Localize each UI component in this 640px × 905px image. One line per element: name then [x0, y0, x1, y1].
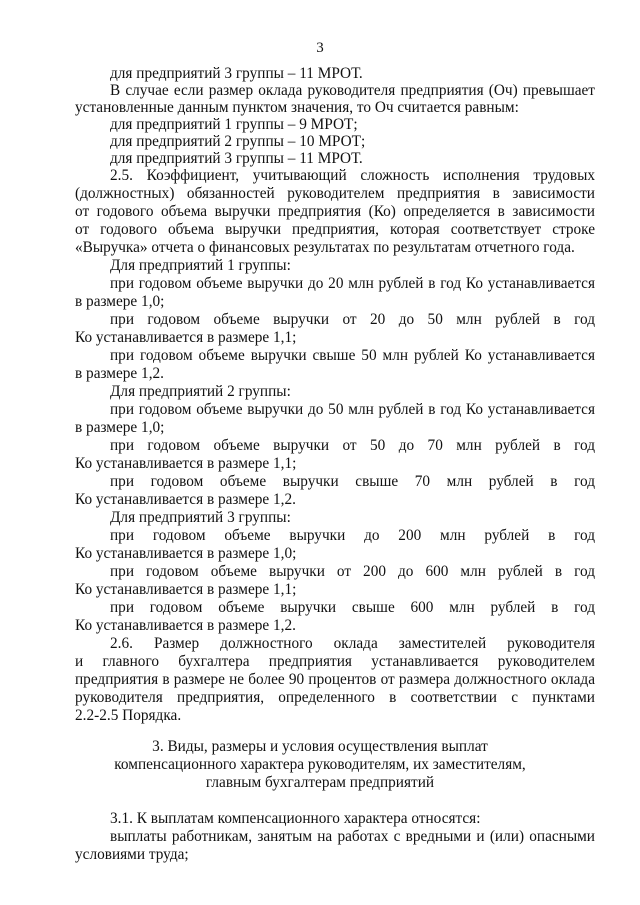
text-line: для предприятий 2 группы – 10 МРОТ; [110, 133, 366, 150]
text-line: в размере 1,0; [75, 419, 165, 436]
section-heading: 3. Виды, размеры и условия осуществления выплат [152, 738, 488, 755]
text-line: условиями труда; [75, 846, 189, 863]
text-line: от годового объема выручки предприятия, которая соответствует строке [75, 221, 595, 238]
text-line: Для предприятий 2 группы: [110, 383, 291, 400]
text-line: Ко устанавливается в размере 1,2. [75, 491, 296, 508]
text-line: при годовом объеме выручки до 20 млн рублей в год Ко устанавливается [110, 275, 595, 292]
text-line: установленные данным пунктом значения, то Оч считается равным: [75, 99, 519, 116]
text-line: предприятия в размере не более 90 процентов от размера должностного оклада [75, 671, 595, 688]
text-line: Ко устанавливается в размере 1,1; [75, 581, 297, 598]
text-line: при годовом объеме выручки от 200 до 600 млн рублей в год [110, 563, 595, 580]
text-line: Для предприятий 1 группы: [110, 257, 291, 274]
text-line: при годовом объеме выручки свыше 50 млн рублей Ко устанавливается [110, 347, 595, 364]
text-line: при годовом объеме выручки от 50 до 70 млн рублей в год [110, 437, 595, 454]
text-line: Ко устанавливается в размере 1,0; [75, 545, 297, 562]
text-line: Ко устанавливается в размере 1,1; [75, 329, 297, 346]
text-line: для предприятий 1 группы – 9 МРОТ; [110, 116, 358, 133]
text-line: руководителя предприятия, определенного в соответствии с пунктами [75, 689, 595, 706]
text-line: «Выручка» отчета о финансовых результатах по результатам отчетного года. [75, 239, 575, 256]
text-line: для предприятий 3 группы – 11 МРОТ. [110, 65, 363, 82]
text-line: выплаты работникам, занятым на работах с вредными и (или) опасными [110, 828, 595, 845]
text-line: Ко устанавливается в размере 1,2. [75, 617, 296, 634]
text-line: при годовом объеме выручки от 20 до 50 млн рублей в год [110, 311, 595, 328]
text-line: 2.6. Размер должностного оклада заместителей руководителя [110, 635, 595, 652]
text-line: от годового объема выручки предприятия (Ко) определяется в зависимости [75, 203, 595, 220]
text-line: 2.5. Коэффициент, учитывающий сложность исполнения трудовых [110, 167, 595, 184]
text-line: В случае если размер оклада руководителя предприятия (Оч) превышает [110, 82, 595, 99]
section-heading: компенсационного характера руководителям, их заместителям, [114, 756, 526, 773]
text-line: для предприятий 3 группы – 11 МРОТ. [110, 150, 363, 167]
text-line: в размере 1,0; [75, 293, 165, 310]
text-line: (должностных) обязанностей руководителем предприятия в зависимости [75, 185, 595, 202]
text-line: при годовом объеме выручки до 200 млн рублей в год [110, 527, 595, 544]
text-line: 2.2-2.5 Порядка. [75, 707, 182, 724]
text-line: Для предприятий 3 группы: [110, 509, 291, 526]
text-line: и главного бухгалтера предприятия устанавливается руководителем [75, 653, 595, 670]
page-number: 3 [316, 40, 324, 56]
text-line: при годовом объеме выручки свыше 70 млн рублей в год [110, 473, 595, 490]
text-line: при годовом объеме выручки до 50 млн рублей в год Ко устанавливается [110, 401, 595, 418]
text-line: при годовом объеме выручки свыше 600 млн рублей в год [110, 599, 595, 616]
text-line: 3.1. К выплатам компенсационного характера относятся: [110, 810, 481, 827]
text-line: Ко устанавливается в размере 1,1; [75, 455, 297, 472]
text-line: в размере 1,2. [75, 365, 164, 382]
section-heading: главным бухгалтерам предприятий [205, 774, 435, 791]
